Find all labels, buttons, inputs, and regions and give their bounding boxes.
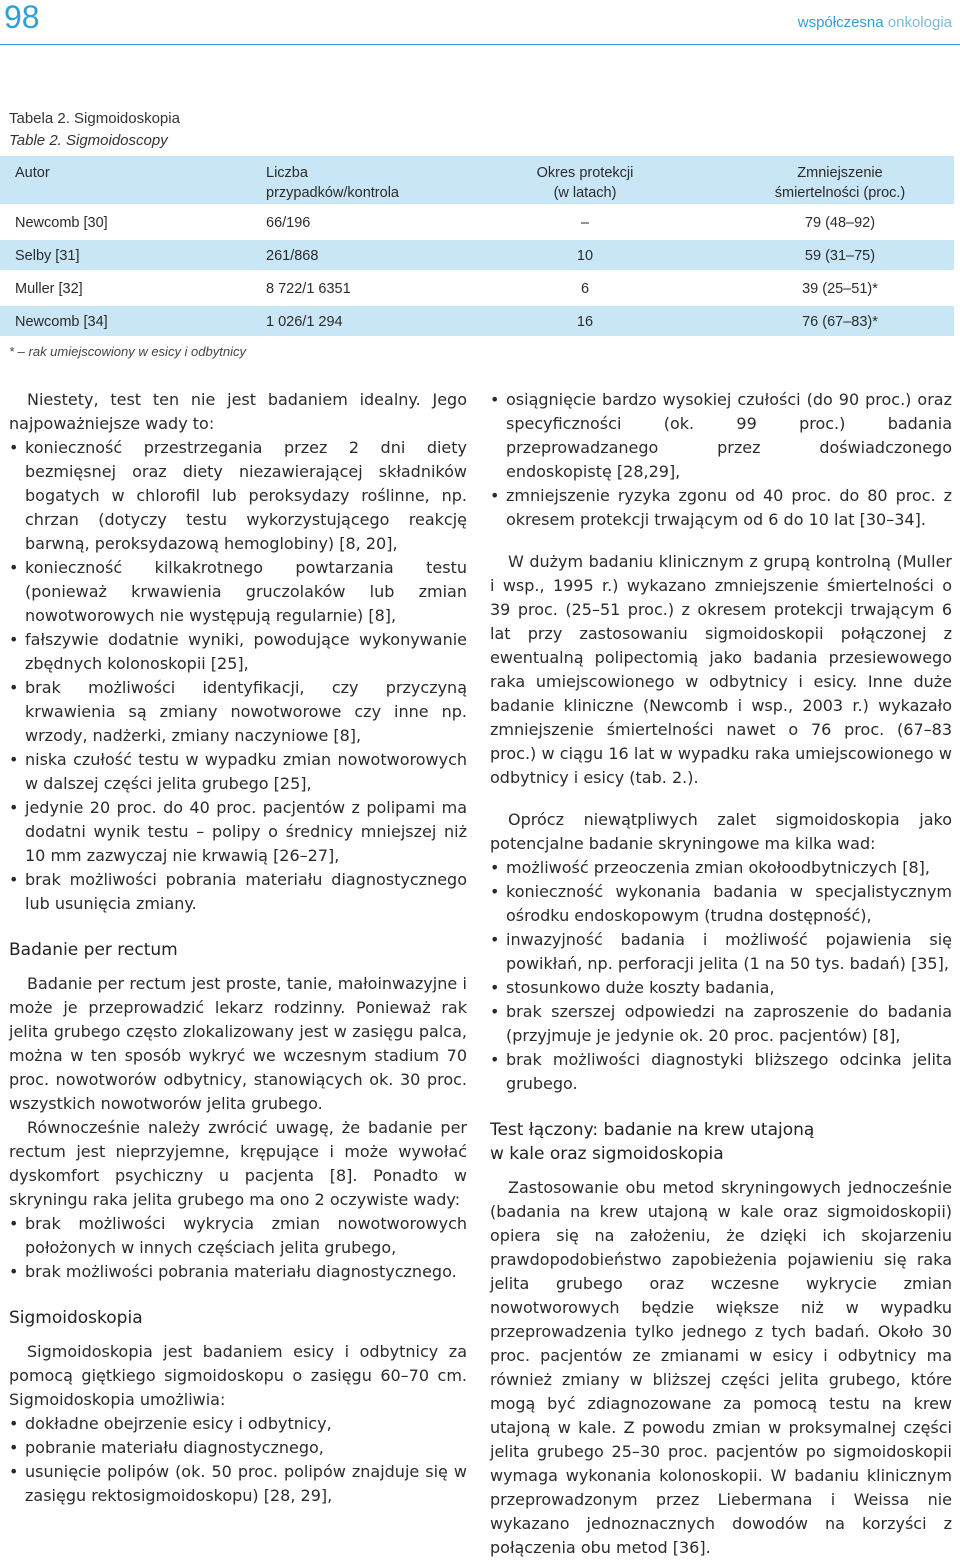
list-item: • brak możliwości pobrania materiału diagnostycznego. (9, 1260, 467, 1284)
advantages-list (490, 388, 952, 532)
cell-mortality: 39 (25–51)* (802, 281, 878, 297)
table-caption-en: Table 2. Sigmoidoscopy (9, 132, 168, 149)
list-item: • brak możliwości identyfikacji, czy przyczyną krwawienia są zmiany nowotworowe czy inne np. wrzody, nadżerki, zmiany naczyniowe [8], (9, 676, 467, 748)
cell-protection: 16 (576, 314, 594, 330)
table-caption-pl: Tabela 2. Sigmoidoskopia (9, 110, 180, 127)
list-item: • brak możliwości pobrania materiału diagnostycznego lub usunięcia zmiany. (9, 868, 467, 916)
cell-mortality: 59 (31–75) (804, 248, 876, 264)
section-heading: Badanie per rectum (9, 940, 178, 960)
list-item: • brak szerszej odpowiedzi na zaproszenie do badania (przyjmuje je jedynie ok. 20 proc. pacjentów) [8], (490, 1000, 952, 1048)
table-row (0, 306, 954, 336)
cell-cases: 1 026/1 294 (266, 314, 343, 330)
paragraph: Sigmoidoskopia jest badaniem esicy i odbytnicy za pomocą giętkiego sigmoidoskopu o zasięgu 60–70 cm. Sigmoidoskopia umożliwia: (9, 1342, 467, 1409)
list-item: • niska czułość testu w wypadku zmian nowotworowych w dalszej części jelita grubego [25], (9, 748, 467, 796)
journal-title: współczesna onkologia (797, 14, 952, 31)
list-item: • brak możliwości diagnostyki bliższego odcinka jelita grubego. (490, 1048, 952, 1096)
list-item: • konieczność przestrzegania przez 2 dni diety bezmięsnej oraz diety niezawierającej składników bogatych w chlorofil lub peroksydazy roślinne, np. chrzan (dotyczy testu wykorzystującego reakcję barwną, peroksydazową hemoglobiny) [8, 20], (9, 436, 467, 556)
sigmo-flaws-list (490, 856, 952, 1096)
list-item: • brak możliwości wykrycia zmian nowotworowych położonych w innych częściach jelita grubego, (9, 1212, 467, 1260)
list-item: • fałszywie dodatnie wyniki, powodujące wykonywanie zbędnych kolonoskopii [25], (9, 628, 467, 676)
list-item: • jedynie 20 proc. do 40 proc. pacjentów z polipami ma dodatni wynik testu – polipy o średnicy mniejszej niż 10 mm zazwyczaj nie krwawią [26–27], (9, 796, 467, 868)
section-heading: Sigmoidoskopia (9, 1308, 143, 1328)
list-item: • zmniejszenie ryzyka zgonu od 40 proc. do 80 proc. z okresem protekcji trwającym od 6 do 10 lat [30–34]. (490, 484, 952, 532)
cell-cases: 66/196 (266, 215, 311, 231)
paragraph: W dużym badaniu klinicznym z grupą kontrolną (Muller i wsp., 1995 r.) wykazano zmniejszenie śmiertelności o 39 proc. (25–51 proc.) z okresem protekcji trwającym 6 lat przy zastosowaniu sigmoidoskopii połączonej z ewentualną polipectomią jako badania przesiewowego raka umiejscowionego w odbytnicy i esicy. Inne duże badanie kliniczne (Newcomb i wsp., 2003 r.) wykazało zmniejszenie śmiertelności nawet o 76 proc. (67–83 proc.) w ciągu 16 lat w wypadku raka umiejscowionego w odbytnicy i esicy (tab. 2.). (490, 552, 952, 787)
table-row (0, 273, 954, 303)
cell-mortality: 79 (48–92) (804, 215, 876, 231)
list-item: • inwazyjność badania i możliwość pojawienia się powikłań, np. perforacji jelita (1 na 50 tys. badań) [35], (490, 928, 952, 976)
cell-mortality: 76 (67–83)* (802, 314, 878, 330)
sigmoidoscopy-table (0, 156, 954, 336)
cell-protection: 10 (576, 248, 594, 264)
list-item: • usunięcie polipów (ok. 50 proc. polipów znajduje się w zasięgu rektosigmoidoskopu) [28, 29], (9, 1460, 467, 1508)
list-item: • konieczność kilkakrotnego powtarzania testu (ponieważ krwawienia gruczolaków lub zmian nowotworowych nie występują regularnie) [8], (9, 556, 467, 628)
flaws-list (9, 436, 467, 916)
list-item: • konieczność wykonania badania w specjalistycznym ośrodku endoskopowym (trudna dostępność), (490, 880, 952, 928)
cell-protection: 6 (580, 281, 590, 297)
cell-author: Muller [32] (15, 281, 83, 297)
rectum-list (9, 1212, 467, 1284)
header-rule (0, 44, 960, 45)
table-caption (9, 108, 180, 152)
sigmo-list (9, 1412, 467, 1508)
list-item: • stosunkowo duże koszty badania, (490, 976, 952, 1000)
paragraph: Badanie per rectum jest proste, tanie, małoinwazyjne i może je przeprowadzić lekarz rodzinny. Ponieważ rak jelita grubego często zlokalizowany jest w zasięgu palca, można w ten sposób wykryć we wczesnym stadium 70 proc. nowotworów odbytnicy, stanowiących ok. 30 proc. wszystkich nowotworów jelita grubego. (9, 974, 467, 1113)
cell-author: Selby [31] (15, 248, 80, 264)
table-row (0, 240, 954, 270)
list-item: • osiągnięcie bardzo wysokiej czułości (do 90 proc.) oraz specyficzności (ok. 99 proc.) badania przeprowadzanego przez doświadczonego endoskopistę [28,29], (490, 388, 952, 484)
cell-author: Newcomb [30] (15, 215, 108, 231)
cell-protection: – (580, 215, 590, 231)
header-author: Autor (15, 165, 50, 181)
right-column (490, 388, 952, 1560)
page-number: 98 (4, 0, 40, 35)
header-mortality: Zmniejszenie śmiertelności (proc.) (774, 165, 906, 201)
left-column (9, 388, 467, 1508)
section-heading: Test łączony: badanie na krew utajoną w kale oraz sigmoidoskopia (490, 1120, 815, 1164)
list-item: • dokładne obejrzenie esicy i odbytnicy, (9, 1412, 467, 1436)
table-header-row (0, 156, 954, 204)
page-header (0, 0, 960, 44)
paragraph: Niestety, test ten nie jest badaniem idealny. Jego najpoważniejsze wady to: (9, 390, 467, 433)
header-protection: Okres protekcji (w latach) (536, 165, 634, 201)
paragraph: Oprócz niewątpliwych zalet sigmoidoskopia jako potencjalne badanie skryningowe ma kilka wad: (490, 810, 952, 853)
paragraph: Równocześnie należy zwrócić uwagę, że badanie per rectum jest nieprzyjemne, krępujące i może wywołać dyskomfort psychiczny u pacjenta [8]. Ponadto w skryningu raka jelita grubego ma ono 2 oczywiste wady: (9, 1118, 467, 1209)
list-item: • możliwość przeoczenia zmian okołoodbytniczych [8], (490, 856, 952, 880)
cell-author: Newcomb [34] (15, 314, 108, 330)
paragraph: Zastosowanie obu metod skryningowych jednocześnie (badania na krew utajoną w kale oraz sigmoidoskopii) opiera się na założeniu, że dzięki ich skojarzeniu prawdopodobieństwo zapobieżenia pojawieniu się raka jelita grubego oraz wczesne wykrycie zmian nowotworowych będzie większe niż w wypadku przeprowadzenia tylko jednego z tych badań. Około 30 proc. pacjentów ze zmianami w esicy i odbytnicy ma również zmiany w bliższej części jelita grubego, które mogą być zdiagnozowane za pomocą testu na krew utajoną w kale. Z powodu zmian w proksymalnej części jelita grubego 25–30 proc. pacjentów po sigmoidoskopii wymaga wykonania kolonoskopii. W badaniu klinicznym przeprowadzonym przez Liebermana i Weissa nie wykazano jednoznacznych dowodów na korzyści z połączenia obu metod [36]. (490, 1178, 952, 1557)
header-cases: Liczba przypadków/kontrola (266, 165, 399, 201)
table-row (0, 207, 954, 237)
list-item: • pobranie materiału diagnostycznego, (9, 1436, 467, 1460)
cell-cases: 261/868 (266, 248, 319, 264)
cell-cases: 8 722/1 6351 (266, 281, 351, 297)
table-footnote: * – rak umiejscowiony w esicy i odbytnicy (9, 344, 246, 359)
